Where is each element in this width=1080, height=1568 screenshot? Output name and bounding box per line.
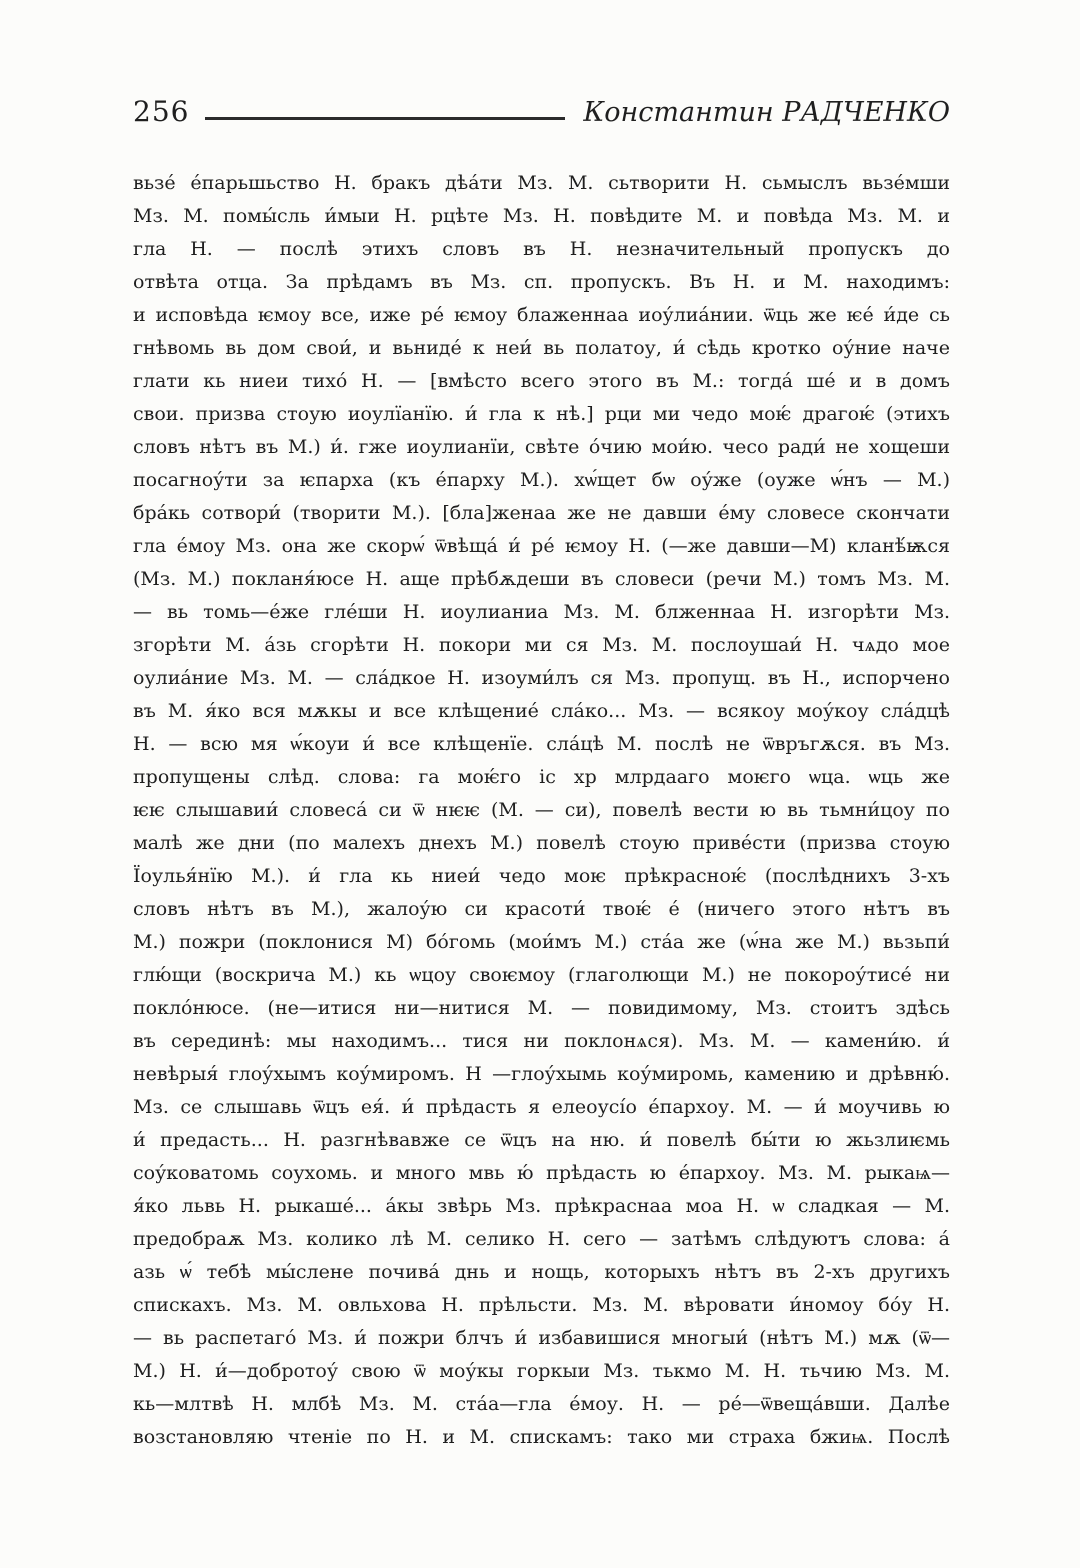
text-line: Їоулья́нїю М.). и́ гла кь ниеи́ чедо моѥ прѣкрасноѥ́ (послѣднихъ 3-хъ xyxy=(133,865,950,887)
text-line: свои. призва стоую иоулїанїю. и́ гла к нѣ.] рци ми чедо моѥ́ драгоѥ́ (этихъ xyxy=(133,403,950,425)
text-line: (Мз. М.) покланя́юсе Н. аще прѣбѫдеши въ словеси (речи М.) томъ Мз. М. xyxy=(133,568,950,590)
text-line: глю́щи (воскрича М.) кь ѡцоу своѥмоу (глаголющи М.) не покороу́тисе́ ни xyxy=(133,964,950,986)
text-line: М.) Н. и́—добротоу́ свою ѿ моу́кы горкыи Мз. тькмо М. Н. тьчию Мз. М. xyxy=(133,1360,950,1382)
text-line: посагноу́ти за ѥпарха (къ е́парху М.). хѡ́щет бѡ оу́же (оуже ѡ́нъ — М.) xyxy=(133,469,950,491)
text-line: предобраѫ Мз. колико лѣ М. селико Н. сего — затѣмъ слѣдуютъ слова: а́ xyxy=(133,1228,950,1250)
text-line: малѣ же дни (по малехъ днехъ М.) повелѣ стоую приве́сти (призва стоую xyxy=(133,832,950,854)
page-number: 256 xyxy=(133,95,190,128)
text-line: кь—млтвѣ Н. млбѣ Мз. М. ста́а—гла е́моу. Н. — ре́—ѿвеща́вши. Далѣе xyxy=(133,1393,950,1415)
text-line: спискахъ. Мз. М. овльхова Н. прѣльсти. Мз. М. вѣровати и́номоу бо́у Н. xyxy=(133,1294,950,1316)
text-line: словъ нѣтъ въ М.) и́. гже иоулианїи, свѣте о́чию мои́ю. чесо ради́ не хощеши xyxy=(133,436,950,458)
text-line: Мз. М. помы́сль и́мыи Н. рцѣте Мз. Н. повѣдите М. и повѣда Мз. М. и xyxy=(133,205,950,227)
text-line: гла Н. — послѣ этихъ словъ въ Н. незначительный пропускъ до xyxy=(133,238,950,260)
text-line: въ М. я́ко вся мѫкы и все клѣщение́ сла́ко... Мз. — всякоу моу́коу сла́дцѣ xyxy=(133,700,950,722)
text-line: гнѣвомь вь дом свои́, и вьниде́ к неи́ вь полатоу, и́ сѣдь кротко оу́ние наче xyxy=(133,337,950,359)
text-line: гла е́моу Мз. она же скорѡ́ ѿвѣща́ и́ ре́ ѥмоу Н. (—же давши—М) кланѣ́ѭся xyxy=(133,535,950,557)
text-line: ѥѥ слышавии́ словеса́ си ѿ нѥѥ (М. — си), повелѣ вести ю вь тьмни́цоу по xyxy=(133,799,950,821)
text-line: бра́кь сотвори́ (творити М.). [бла]женаа же не давши е́му словесе скончати xyxy=(133,502,950,524)
text-line: згорѣти М. а́зь сгорѣти Н. покори ми ся Мз. М. послоушаи́ Н. чѧдо мое xyxy=(133,634,950,656)
text-line: — вь распетаго́ Мз. и́ пожри блчъ и́ избавишися многыи́ (нѣтъ М.) мѫ (ѿ— xyxy=(133,1327,950,1349)
text-line: глати кь ниеи тихо́ Н. — [вмѣсто всего этого въ М.: тогда́ ше́ и в домъ xyxy=(133,370,950,392)
text-line: я́ко львь Н. рыкаше́... а́кы звѣрь Мз. прѣкраснаа моа Н. ѡ сладкая — М. xyxy=(133,1195,950,1217)
author-name: Константин РАДЧЕНКО xyxy=(583,97,950,128)
text-line: соу́коватомь соухомь. и много мвь ю́ прѣдасть ю е́пархоу. Мз. М. рыкаѩ— xyxy=(133,1162,950,1184)
text-line: — вь томь—е́же гле́ши Н. иоулианиа Мз. М. блженнаа Н. изгорѣти Мз. xyxy=(133,601,950,623)
text-line: возстановляю чтеніе по Н. и М. спискамъ: тако ми страха бжиѩ. Послѣ xyxy=(133,1426,950,1448)
text-line: азь ѡ́ тебѣ мы́слене почива́ днь и нощь, которыхъ нѣтъ въ 2-хъ другихъ xyxy=(133,1261,950,1283)
text-line: Н. — всю мя ѡ́коуи и́ все клѣщенїе. сла́цѣ М. послѣ не ѿвръгѫся. въ Мз. xyxy=(133,733,950,755)
text-line: пропущены слѣд. слова: га моѥ́го іс хр млрдааго моѥго ѡца. ѡць же xyxy=(133,766,950,788)
text-line: въ серединѣ: мы находимъ... тися ни поклонѧся). Мз. М. — камени́ю. и́ xyxy=(133,1030,950,1052)
text-line: вьзе́ е́парьшьство Н. бракъ дѣа́ти Мз. М. сьтворити Н. сьмыслъ вьзе́мши xyxy=(133,172,950,194)
text-line: и́ предасть... Н. разгнѣвавже се ѿцъ на ню. и́ повелѣ бы́ти ю жьзлиѥмь xyxy=(133,1129,950,1151)
text-line: и исповѣда ѥмоу все, иже ре́ ѥмоу блаженнаа иоу́лиа́нии. ѿць же ѥе́ и́де сь xyxy=(133,304,950,326)
text-line: словъ нѣтъ въ М.), жалоу́ю си красоти́ твоѥ́ е́ (ничего этого нѣтъ въ xyxy=(133,898,950,920)
text-line: Мз. се слышавь ѿцъ ея́. и́ прѣдасть я елеоусі́о е́пархоу. М. — и́ моучивь ю xyxy=(133,1096,950,1118)
text-line: покло́нюсе. (не—итися ни—нитися М. — повидимому, Мз. стоитъ здѣсь xyxy=(133,997,950,1019)
text-line: невѣрыя́ глоу́хымъ коу́миромъ. Н —глоу́хымь коу́миромь, камению и дрѣвню́. xyxy=(133,1063,950,1085)
header-rule xyxy=(205,117,565,120)
page-header xyxy=(133,95,950,128)
text-line: М.) пожри (поклонися М) бо́гомь (мои́мъ М.) ста́а же (ѡ́на же М.) вьзьпи́ xyxy=(133,931,950,953)
text-line: оулиа́ние Мз. М. — сла́дкое Н. изоуми́лъ ся Мз. пропущ. въ Н., испорчено xyxy=(133,667,950,689)
page-body xyxy=(133,167,950,1454)
text-line: отвѣта отца. За прѣдамъ въ Мз. сп. пропускъ. Въ Н. и М. находимъ: xyxy=(133,271,950,293)
